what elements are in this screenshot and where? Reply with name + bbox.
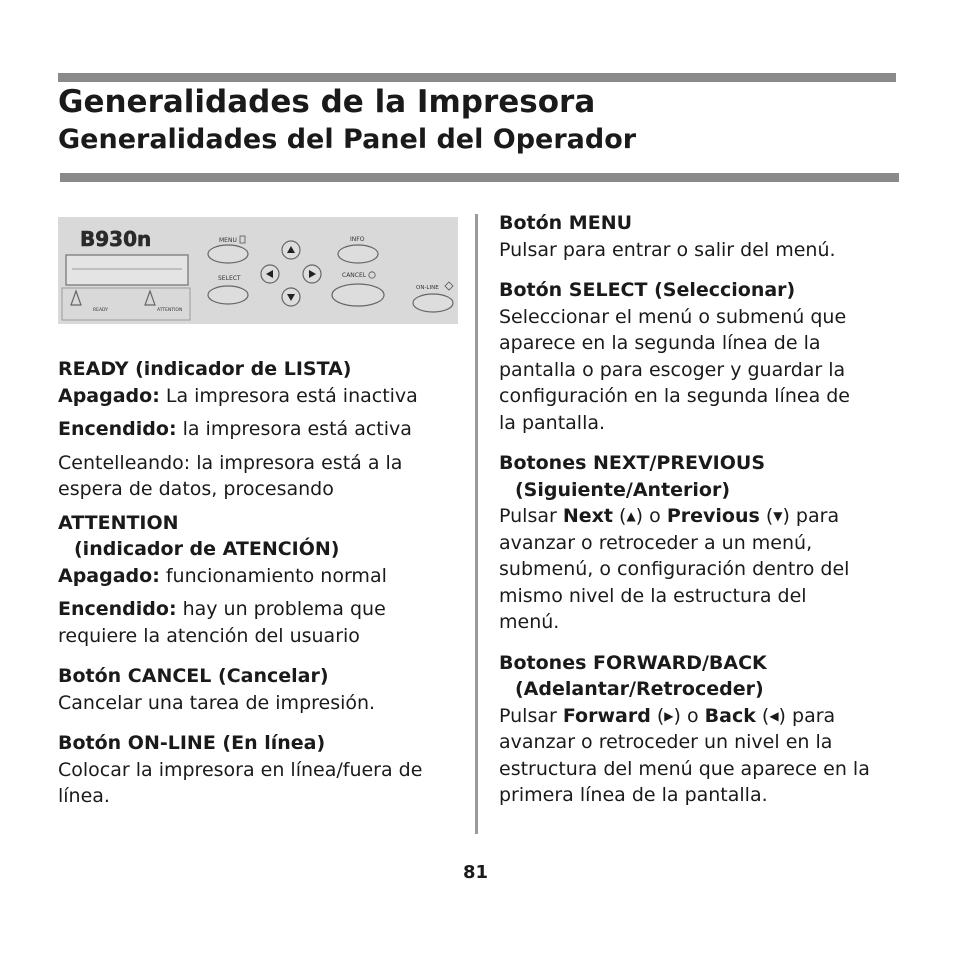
ready-on-line: Encendido: la impresora está activa [58,418,412,440]
page-number: 81 [463,862,489,883]
up-arrow-icon: ▲ [626,509,636,523]
select-button [208,286,248,304]
menu-heading: Botón MENU [499,212,633,234]
next-previous-heading: Botones NEXT/PREVIOUS [499,452,766,474]
column-divider [475,214,478,834]
info-button [338,245,378,263]
attention-on-line: Encendido: hay un problema que [58,598,386,620]
online-heading: Botón ON-LINE (En línea) [58,732,326,754]
ready-off-line: Apagado: La impresora está inactiva [58,384,418,407]
right-column [499,210,899,809]
ready-blink-line-2: espera de datos, procesando [58,478,334,500]
next-previous-text: avanzar o retroceder a un menú, [499,531,813,554]
attention-off-line: Apagado: funcionamiento normal [58,564,387,587]
forward-back-line: Pulsar Forward (▶) o Back (◀) para [499,703,899,730]
operator-panel-illustration [58,217,458,324]
cancel-button [332,284,384,306]
attention-led-label: ATTENTION [157,308,183,313]
panel-lcd-display [66,255,188,285]
select-line: la pantalla. [499,411,606,434]
select-button-label: SELECT [218,275,241,282]
select-line: Seleccionar el menú o submenú que [499,305,847,328]
ready-heading: READY (indicador de LISTA) [58,358,352,380]
forward-back-text: estructura del menú que aparece en la [499,757,870,780]
menu-text: Pulsar para entrar o salir del menú. [499,238,836,261]
cancel-heading: Botón CANCEL (Cancelar) [58,665,329,687]
online-button-label: ON-LINE [416,285,439,291]
select-line: aparece en la segunda línea de la [499,332,821,354]
left-column [58,356,463,810]
attention-subheading: (indicador de ATENCIÓN) [74,538,340,560]
attention-heading: ATTENTION [58,511,179,534]
next-previous-text: submenú, o configuración dentro del [499,558,850,580]
next-previous-text: menú. [499,611,560,633]
next-previous-subheading: (Siguiente/Anterior) [515,478,731,501]
select-heading: Botón SELECT (Seleccionar) [499,279,796,301]
right-arrow-icon: ▶ [664,708,674,723]
forward-back-text: primera línea de la pantalla. [499,784,768,806]
forward-back-text: avanzar o retroceder un nivel en la [499,731,833,753]
info-button-label: INFO [350,236,365,243]
forward-back-subheading: (Adelantar/Retroceder) [515,678,764,700]
next-previous-text: mismo nivel de la estructura del [499,584,807,607]
online-text-2: línea. [58,785,110,807]
panel-model-label: B930n [80,227,152,251]
select-line: pantalla o para escoger y guardar la [499,358,846,381]
down-arrow-icon: ▼ [773,509,783,523]
page-subtitle: Generalidades del Panel del Operador [58,124,637,155]
attention-on-line-2: requiere la atención del usuario [58,624,360,647]
online-button [413,294,453,312]
cancel-text: Cancelar una tarea de impresión. [58,691,376,714]
page-title: Generalidades de la Impresora [58,84,596,120]
menu-button [208,245,248,263]
forward-back-heading: Botones FORWARD/BACK [499,651,767,674]
ready-blink-line-1: Centelleando: la impresora está a la [58,451,403,474]
ready-led-label: READY [93,308,109,313]
online-text-1: Colocar la impresora en línea/fuera de [58,758,423,781]
select-line: configuración en la segunda línea de [499,385,850,407]
left-arrow-icon: ◀ [769,708,779,723]
cancel-button-label: CANCEL [342,272,367,279]
next-previous-line: Pulsar Next (▲) o Previous (▼) para [499,503,899,530]
top-rule [58,73,896,82]
header-bottom-rule [60,173,899,182]
menu-button-label: MENU [219,237,237,244]
